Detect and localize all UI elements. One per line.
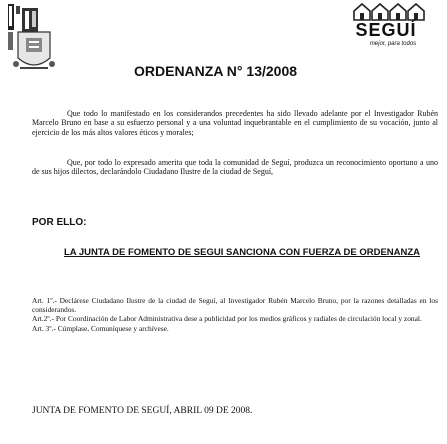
por-ello-label: POR ELLO: <box>32 217 87 228</box>
considerando-paragraph-2: Que, por todo lo expresado amerita que toda la comunidad de Seguí, produzca un reconocimiento oportuno a uno de sus hijos dilectos, declarándolo Ciudadano Ilustre de la ciudad de Seguí, <box>32 158 438 177</box>
footer-signature-line: JUNTA DE FOMENTO DE SEGUÍ, ABRIL 09 DE 2008. <box>32 406 253 416</box>
article-2: Art.2º.- Por Coordinación de Labor Administrativa dese a publicidad por los medios gráficos y radiales de circulación local y zonal. <box>32 314 422 324</box>
articles-block <box>32 296 438 333</box>
considerando-paragraph-1: Que todo lo manifestado en los considerandos precedentes ha sido llevado adelante por el Investigador Rubén Marcelo Bruno en base a su esfuerzo personal y a una voluntad inquebrantable en el cumplimiento de su vocación, junto al ejercicio de los más altos valores éticos y morales; <box>32 109 438 137</box>
segui-logo <box>336 2 436 58</box>
coat-of-arms-icon <box>6 2 58 78</box>
article-3: Art. 3º.- Cúmplase, Comuníquese y archívese. <box>32 323 169 333</box>
logo-tagline: mejor, para todos <box>369 41 417 47</box>
document-title: ORDENANZA N° 13/2008 <box>134 63 298 79</box>
sanction-heading: LA JUNTA DE FOMENTO DE SEGUI SANCIONA CON FUERZA DE ORDENANZA <box>63 247 421 258</box>
article-1: Art. 1º.- Declárese Ciudadano Ilustre de la ciudad de Seguí, al Investigador Rubén Marcelo Bruno, por la razones detalladas en los considerandos. <box>32 296 438 315</box>
logo-wordmark: SEGUÍ <box>355 20 417 40</box>
rooftops-icon <box>336 2 436 22</box>
